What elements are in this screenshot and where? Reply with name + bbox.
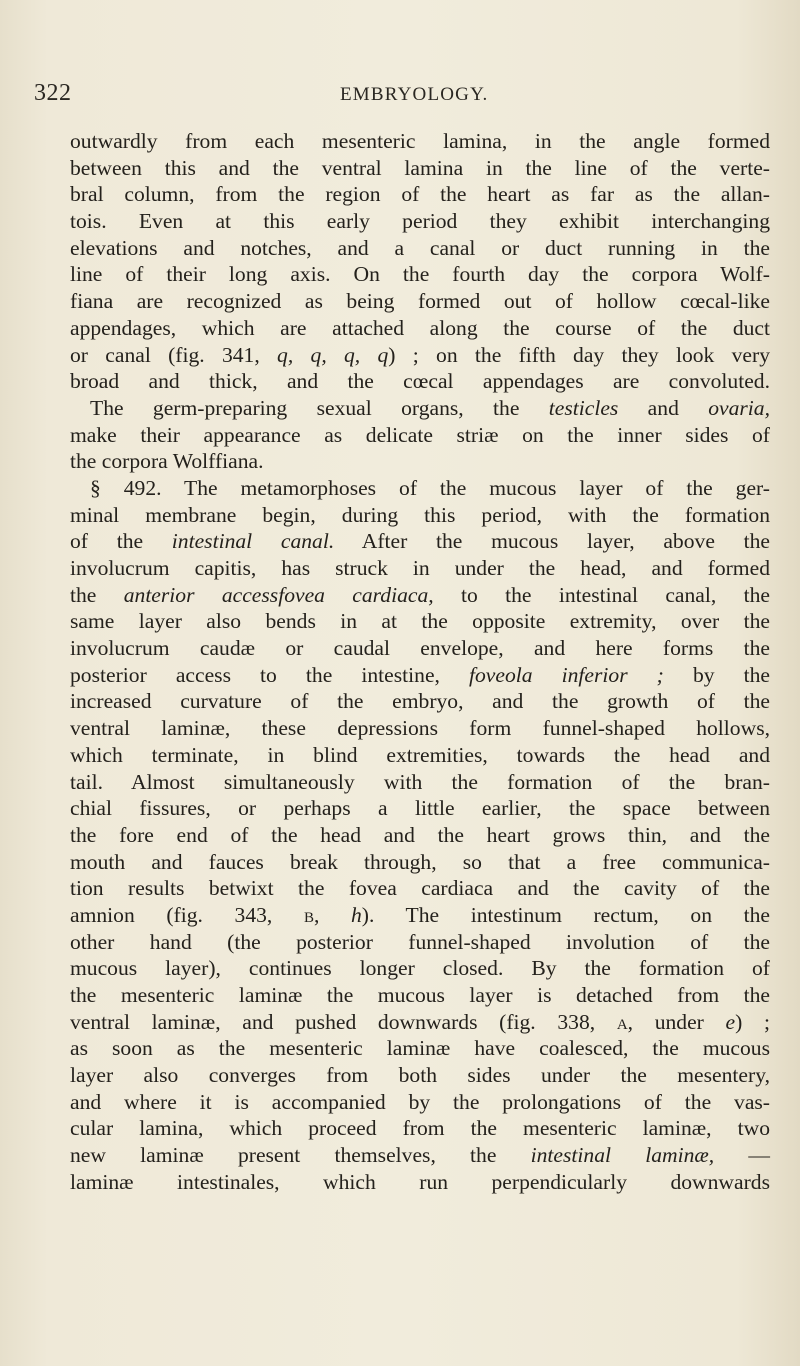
line-text: mucous layer), continues longer closed. By the formation of — [70, 956, 770, 981]
text-line — [70, 315, 770, 342]
line-text: ventral laminæ, these depressions form funnel-shaped hollows, — [70, 716, 770, 741]
line-text: laminæ intestinales, which run perpendicularly downwards — [70, 1169, 770, 1194]
line-text: appendages, which are attached along the course of the duct — [70, 315, 770, 340]
italic-text: testicles — [548, 395, 619, 420]
line-text: by the — [663, 662, 770, 687]
text-line — [70, 929, 770, 956]
line-text: increased curvature of the embryo, and the growth of the — [70, 689, 770, 714]
text-line — [70, 342, 770, 369]
text-line — [70, 555, 770, 582]
italic-text: e — [725, 1009, 736, 1034]
line-text: — — [714, 1143, 770, 1168]
text-line — [70, 582, 770, 609]
text-line — [70, 1035, 770, 1062]
text-line — [70, 742, 770, 769]
line-text: involucrum capitis, has struck in under the head, and formed — [70, 556, 770, 580]
italic-text: intestinal laminæ, — [530, 1143, 715, 1168]
text-line — [70, 875, 770, 902]
line-text: , under — [627, 1009, 726, 1034]
text-line — [70, 448, 770, 475]
text-line — [70, 261, 770, 288]
text-line — [70, 128, 770, 155]
line-text: amnion (fig. 343, — [70, 902, 304, 927]
line-text: between this and the ventral lamina in the line of the verte- — [70, 155, 770, 180]
text-line — [70, 849, 770, 876]
line-text: The germ-preparing sexual organs, the — [90, 395, 549, 420]
italic-text: q, q, q, q — [277, 342, 389, 367]
text-line — [70, 502, 770, 529]
line-text: ). The intestinum rectum, on the — [361, 902, 770, 927]
line-text: same layer also bends in at the opposite extremity, over the — [70, 609, 770, 634]
small-caps-text: b — [303, 902, 314, 927]
text-line — [70, 528, 770, 555]
text-line — [70, 715, 770, 742]
line-text: tois. Even at this early period they exhibit interchanging — [70, 209, 770, 234]
line-text: layer also converges from both sides under the mesentery, — [70, 1063, 770, 1088]
line-text: and — [618, 395, 709, 420]
text-line — [70, 181, 770, 208]
text-line — [70, 635, 770, 662]
line-text: the fore end of the head and the heart grows thin, and the — [70, 822, 770, 847]
line-text: and where it is accompanied by the prolongations of the vas- — [70, 1089, 770, 1114]
text-line — [70, 688, 770, 715]
line-text: involucrum caudæ or caudal envelope, and here forms the — [70, 636, 770, 661]
line-text: minal membrane begin, during this period, with the formation — [70, 502, 770, 527]
text-line — [70, 982, 770, 1009]
line-text: line of their long axis. On the fourth day the corpora Wolf- — [70, 262, 770, 287]
text-line — [70, 955, 770, 982]
line-text: as soon as the mesenteric laminæ have coalesced, the mucous — [70, 1036, 770, 1061]
line-text: broad and thick, and the cœcal appendages are convoluted. — [70, 369, 770, 394]
text-line — [70, 1062, 770, 1089]
text-line — [70, 288, 770, 315]
italic-text: foveola inferior ; — [469, 662, 664, 687]
line-text: ventral laminæ, and pushed downwards (fig. 338, — [70, 1009, 617, 1034]
text-line — [70, 1089, 770, 1116]
text-line — [70, 902, 770, 929]
line-text: After the mucous layer, above the — [334, 529, 770, 554]
line-text: the — [70, 582, 124, 607]
text-line — [70, 1009, 770, 1036]
text-line — [70, 208, 770, 235]
italic-text: h — [350, 902, 362, 927]
line-text: which terminate, in blind extremities, towards the head and — [70, 742, 770, 767]
page-header — [34, 80, 774, 112]
line-text: new laminæ present themselves, the — [70, 1143, 531, 1168]
text-line — [70, 368, 770, 395]
line-text: or canal (fig. 341, — [70, 342, 278, 367]
line-text: the corpora Wolffiana. — [70, 449, 264, 474]
text-line — [70, 662, 770, 689]
text-line — [70, 235, 770, 262]
text-line — [70, 1169, 770, 1196]
italic-text: fovea cardiaca, — [278, 582, 434, 607]
line-text: the — [743, 582, 770, 607]
line-text: ) ; — [735, 1009, 770, 1034]
italic-text: intestinal canal. — [171, 529, 335, 554]
line-text: tail. Almost simultaneously with the formation of the bran- — [70, 769, 770, 794]
text-line — [70, 1115, 770, 1142]
italic-text: ovaria, — [708, 395, 770, 420]
text-line — [70, 822, 770, 849]
text-line — [70, 1142, 770, 1169]
line-text: ) ; on the fifth day they look very — [388, 342, 771, 367]
line-text: to the intestinal canal, — [433, 582, 744, 607]
text-line — [70, 795, 770, 822]
text-line — [70, 475, 770, 502]
page-number: 322 — [34, 80, 72, 106]
line-text: outwardly from each mesenteric lamina, in the angle formed — [70, 129, 770, 153]
text-line — [70, 395, 770, 422]
line-text: mouth and fauces break through, so that a free communica- — [70, 849, 770, 874]
running-head: EMBRYOLOGY. — [340, 84, 489, 105]
line-text: cular lamina, which proceed from the mesenteric laminæ, two — [70, 1116, 770, 1141]
line-text: , — [313, 902, 351, 927]
line-text: posterior access to the intestine, — [70, 662, 469, 687]
line-text: make their appearance as delicate striæ on the inner sides of — [70, 422, 770, 447]
text-line — [70, 155, 770, 182]
text-line — [70, 422, 770, 449]
text-line — [70, 769, 770, 796]
small-caps-text: a — [616, 1009, 628, 1034]
line-text: bral column, from the region of the heart as far as the allan- — [70, 182, 770, 207]
line-text: other hand (the posterior funnel-shaped involution of the — [70, 929, 770, 954]
line-text: tion results betwixt the fovea cardiaca and the cavity of the — [70, 876, 770, 901]
text-line — [70, 608, 770, 635]
line-text: elevations and notches, and a canal or duct running in the — [70, 235, 770, 260]
line-text: the mesenteric laminæ the mucous layer is detached from the — [70, 983, 770, 1007]
body-text — [70, 128, 770, 1196]
line-text: of the — [70, 529, 172, 554]
italic-text: anterior access — [123, 582, 279, 607]
line-text: § 492. The metamorphoses of the mucous layer of the ger- — [90, 475, 770, 500]
line-text: fiana are recognized as being formed out of hollow cœcal-like — [70, 289, 770, 314]
line-text: chial fissures, or perhaps a little earlier, the space between — [70, 796, 770, 821]
